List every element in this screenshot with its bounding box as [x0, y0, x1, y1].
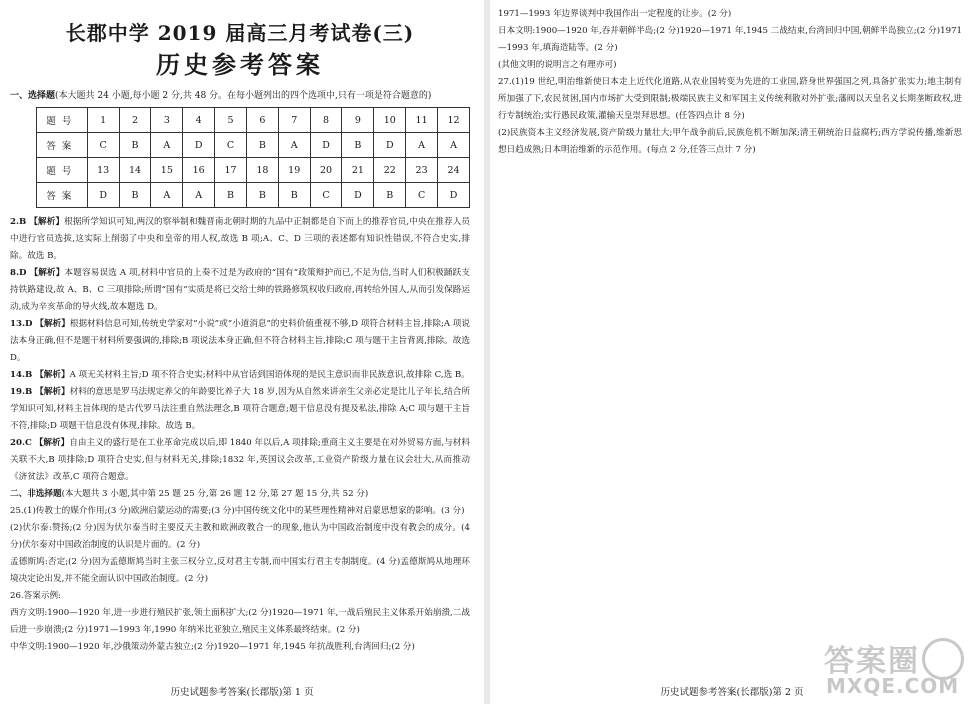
table-cell: 7: [278, 108, 310, 133]
table-row: [37, 158, 470, 183]
table-cell: 5: [215, 108, 247, 133]
answer-paragraph: 中华文明:1900—1920 年,沙俄策动外蒙古独立;(2 分)1920—1971 年,1945 年抗战胜利,台湾回归;(2 分): [10, 642, 415, 652]
table-cell: 20: [310, 158, 342, 183]
table-cell: B: [342, 133, 374, 158]
answer-paragraph: 西方文明:1900—1920 年,进一步进行殖民扩张,领土面积扩大;(2 分)1920—1971 年,一战后殖民主义体系开始崩溃,二战后进一步崩溃;(2 分)1971—1993 年,1990 年纳米比亚独立,殖民主义体系最终结束。(2 分): [10, 608, 470, 635]
table-cell: A: [406, 133, 438, 158]
answer-paragraph: 27.(1)19 世纪,明治维新使日本走上近代化道路,从农业国转变为先进的工业国,跻身世界强国之列,具备扩张实力;地主制有所加强了下,农民贫困,国内市场扩大受到限制;极端民族主义和军国主义传统利散对外扩张;藩阀以天皇名义长期垄断政权,进行专制统治;实行愚民政策,灌输天皇崇拜思想。(任答四点计 8 分): [498, 77, 962, 121]
answer-page-2: [490, 0, 974, 704]
table-row: [37, 133, 470, 158]
table-cell: 16: [183, 158, 215, 183]
table-cell: B: [119, 183, 151, 208]
table-cell: D: [438, 183, 470, 208]
answer-heading: 历史参考答案: [156, 50, 324, 79]
answer-page-1: [0, 0, 484, 704]
table-cell: 12: [438, 108, 470, 133]
explanation-paragraph: [10, 316, 470, 367]
section-one-label: 一、选择题: [10, 91, 56, 101]
answer-paragraph: 日本文明:1900—1920 年,吞并朝鲜半岛;(2 分)1920—1971 年,1945 二战结束,台湾回归中国,朝鲜半岛独立;(2 分)1971—1993 年,填海造陆等。(2 分): [498, 26, 962, 53]
table-row: [37, 183, 470, 208]
explanation-text: 本题容易误选 A 项,材料中官员的上奏不过是为政府的“国有”政策辩护而已,不足为信,当时人们积极踊跃支持铁路建设,故 A、B、C 三项排除;所谓“国有”实质是将已交给士绅的铁路修筑权收归政府,再转给外国人,从而引发保路运动,成为辛亥革命的导火线,故本题选 D。: [10, 268, 471, 312]
table-cell: B: [246, 133, 278, 158]
explanation-text: 材料的意思是罗马法规定养父的年龄要比养子大 18 岁,因为从自然来讲亲生父亲必定是比儿子年长,结合所学知识可知,材料主旨体现的是古代罗马法注重自然法理念,B 项符合题意;题干信息没有提及私法,排除 A;C 项与题干主旨不符,排除;D 项题干信息没有体现,排除。故选 B。: [10, 387, 470, 431]
table-cell: D: [310, 133, 342, 158]
page-footer: 历史试题参考答案(长郡版)第 2 页: [660, 687, 804, 698]
explanation-label: 19.B 【解析】: [10, 387, 70, 397]
question-number-label: 题号: [37, 108, 88, 133]
explanation-paragraph: [10, 435, 470, 486]
table-cell: A: [438, 133, 470, 158]
table-cell: 1: [87, 108, 119, 133]
table-cell: A: [151, 133, 183, 158]
table-cell: C: [215, 133, 247, 158]
explanation-text: 自由主义的盛行是在工业革命完成以后,即 1840 年以后,A 项排除;重商主义主要是在对外贸易方面,与材料关联不大,B 项排除;D 项符合史实,但与材料无关,排除;1832 年,英国议会改革,工业资产阶级力量在议会壮大,从而推动《济贫法》改革,C 项符合题意。: [10, 438, 470, 482]
answer-paragraph: (2)伏尔泰:赞扬;(2 分)因为伏尔泰当时主要反天主教和欧洲政教合一的现象,他认为中国政治制度中没有教会的成分。(4 分)伏尔泰对中国政治制度的认识是片面的。(2 分): [10, 523, 470, 550]
question-number-label: 题号: [37, 158, 88, 183]
table-row: [37, 108, 470, 133]
answer-table: [36, 107, 470, 208]
answer-paragraph: 25.(1)传教士的媒介作用;(3 分)欧洲启蒙运动的需要;(3 分)中国传统文化中的某些理性精神对启蒙思想家的影响。(3 分): [10, 506, 465, 516]
explanation-label: 20.C 【解析】: [10, 438, 70, 448]
table-cell: 17: [215, 158, 247, 183]
explanation-text: A 项无关材料主旨;D 项不符合史实;材料中从官话到国语体现的是民主意识而非民族意识,故排除 C,选 B。: [69, 370, 470, 380]
table-cell: C: [310, 183, 342, 208]
section-one-note: (本大题共 24 小题,每小题 2 分,共 48 分。在每小题列出的四个选项中,只有一项是符合题意的): [55, 91, 432, 101]
table-cell: B: [119, 133, 151, 158]
answer-paragraph: (2)民族资本主义经济发展,资产阶级力量壮大;甲午战争前后,民族危机不断加深;清王朝统治日益腐朽;西方学说传播,维新思想日趋成熟;日本明治维新的示范作用。(每点 2 分,任答三点计 7 分): [498, 128, 962, 155]
answer-label: 答案: [37, 133, 88, 158]
table-cell: 11: [406, 108, 438, 133]
table-cell: A: [278, 133, 310, 158]
answer-label: 答案: [37, 183, 88, 208]
table-cell: C: [406, 183, 438, 208]
explanation-label: 2.B 【解析】: [10, 217, 65, 227]
table-cell: B: [215, 183, 247, 208]
page-footer: 历史试题参考答案(长郡版)第 1 页: [170, 687, 314, 698]
table-cell: A: [151, 183, 183, 208]
table-cell: 21: [342, 158, 374, 183]
explanation-paragraph: [10, 367, 470, 384]
table-cell: B: [278, 183, 310, 208]
table-cell: B: [246, 183, 278, 208]
watermark-url: MXQE.COM: [826, 674, 960, 698]
table-cell: 4: [183, 108, 215, 133]
table-cell: 15: [151, 158, 183, 183]
table-cell: 10: [374, 108, 406, 133]
section-two-label: 二、非选择题: [10, 489, 62, 499]
explanation-label: 14.B 【解析】: [10, 370, 70, 380]
explanation-text: 根据材料信息可知,传统史学家对“小说”或“小道消息”的史料价值重视不够,D 项符合材料主旨,排除;A 项说法本身正确,但不是题干材料所要强调的,排除;B 项说法本身正确,但不符合材料主旨,排除;C 项与题干主旨背离,排除。故选 D。: [10, 319, 470, 363]
explanation-text: 根据所学知识可知,两汉的察举制和魏晋南北朝时期的九品中正制都是自下而上的推荐官员,中央在推荐人员中进行官员选拔,这实际上削弱了中央和皇帝的用人权,故选 B 项;A、C、D 三项的表述都有知识性错误,不符合史实,排除。故选 B。: [10, 217, 471, 261]
explanation-label: 8.D 【解析】: [10, 268, 65, 278]
explanation-label: 13.D 【解析】: [10, 319, 70, 329]
table-cell: D: [342, 183, 374, 208]
answer-paragraph: (其他文明的说明言之有理亦可): [498, 60, 617, 70]
table-cell: D: [374, 133, 406, 158]
section-two-heading: [10, 486, 470, 503]
table-cell: D: [87, 183, 119, 208]
section-one-heading: [10, 90, 470, 103]
table-cell: B: [374, 183, 406, 208]
table-cell: 2: [119, 108, 151, 133]
table-cell: 6: [246, 108, 278, 133]
table-cell: 24: [438, 158, 470, 183]
section-two-note: (本大题共 3 小题,其中第 25 题 25 分,第 26 题 12 分,第 27 题 15 分,共 52 分): [61, 489, 369, 499]
table-cell: 19: [278, 158, 310, 183]
table-cell: 8: [310, 108, 342, 133]
watermark-logo-text: 答案圈: [824, 644, 920, 679]
table-cell: 3: [151, 108, 183, 133]
table-cell: 23: [406, 158, 438, 183]
answer-paragraph: 26.答案示例:: [10, 591, 61, 601]
table-cell: 18: [246, 158, 278, 183]
explanation-paragraph: [10, 384, 470, 435]
table-cell: 14: [119, 158, 151, 183]
explanation-paragraph: [10, 214, 470, 265]
table-cell: 22: [374, 158, 406, 183]
table-cell: C: [87, 133, 119, 158]
answer-paragraph: 1971—1993 年边界谈判中我国作出一定程度的让步。(2 分): [498, 9, 732, 19]
explanation-paragraph: [10, 265, 470, 316]
table-cell: D: [183, 133, 215, 158]
table-cell: A: [183, 183, 215, 208]
exam-title: 长郡中学 2019 届高三月考试卷(三): [65, 21, 415, 45]
table-cell: 9: [342, 108, 374, 133]
answer-paragraph: 孟德斯鸠:否定;(2 分)因为孟德斯鸠当时主张三权分立,反对君主专制,而中国实行君主专制制度。(4 分)孟德斯鸠从地理环境决定论出发,并不能全面认识中国政治制度。(2 分): [10, 557, 470, 584]
table-cell: 13: [87, 158, 119, 183]
